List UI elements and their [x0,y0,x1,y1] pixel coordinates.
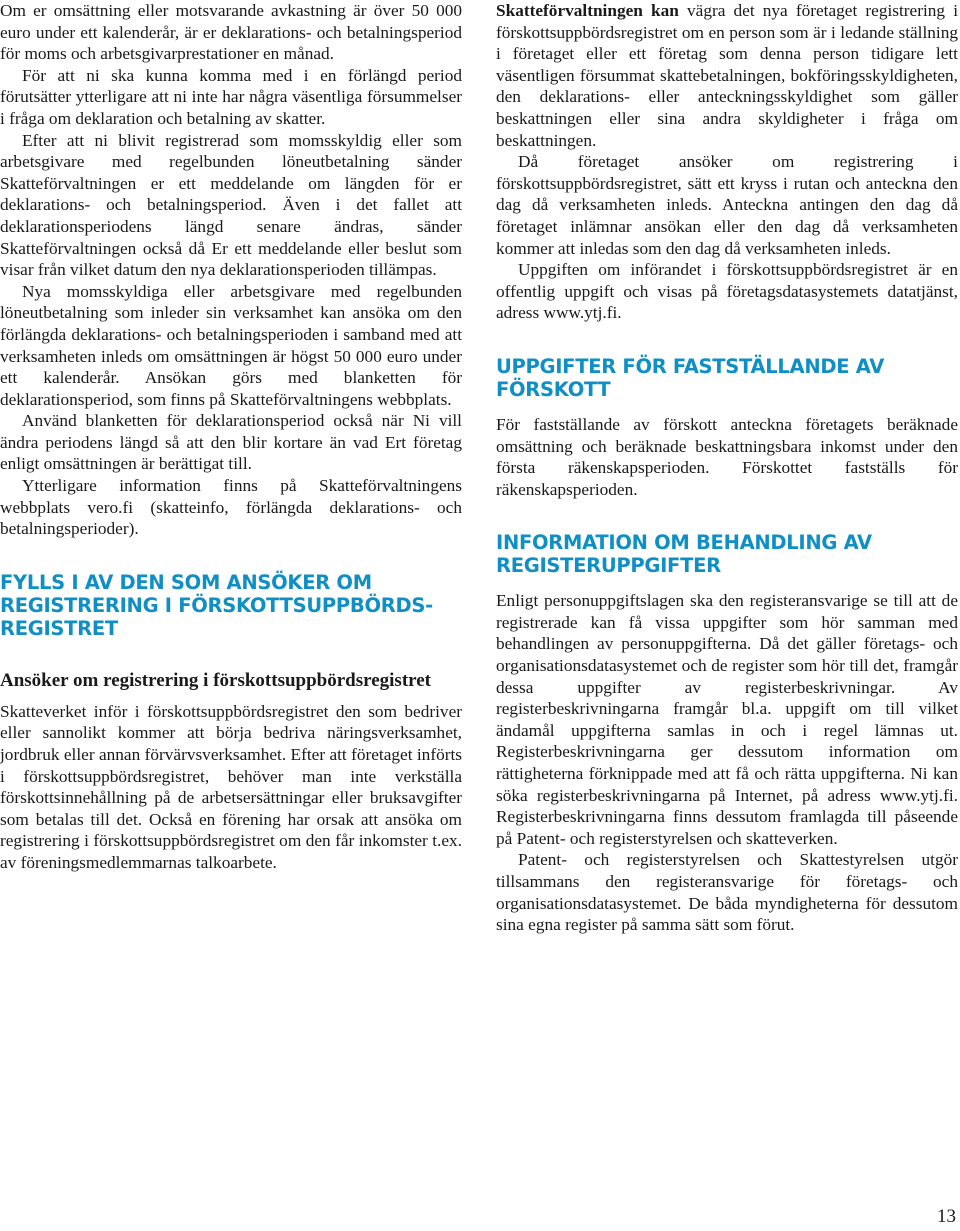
paragraph-extended-period-condition: För att ni ska kunna komma med i en förlängd period förutsätter ytterligare att ni inte har några väsentliga försummelser i fråga om deklaration och betalning av skatter. [0,65,462,128]
left-column [0,0,462,874]
section-heading-data-processing: INFORMATION OM BEHANDLING AV REGISTERUPPGIFTER [496,531,872,578]
paragraph-apply-checkbox: Då företaget ansöker om registrering i förskottsuppbördsregistret, sätt ett kryss i rutan och anteckna den dag då verksamheten inleds. Anteckna antingen den dag då företaget inlämnar ansökan eller den dag då verksamheten kommer att inledas som den dag då verksamheten inleds. [496,152,958,258]
paragraph-new-taxpayers: Nya momsskyldiga eller arbetsgivare med regelbunden löneutbetalning som inleder sin verksamhet kan ansöka om den förlängda deklarations- och betalningsperioden i samband med att verksamheten inleds om omsättningen är högst 50 000 euro under ett kalenderår. Ansökan görs med blanketten för deklarationsperiod, som finns på Skatteförvaltningens webbplats. [0,281,462,409]
subheading-apply-registration: Ansöker om registrering i förskottsuppbördsregistret [0,669,432,691]
paragraph-more-info: Ytterligare information finns på Skatteförvaltningens webbplats vero.fi (skatteinfo, förlängda deklarations- och betalningsperioder). [0,476,462,539]
paragraph-notification: Efter att ni blivit registrerad som momsskyldig eller som arbetsgivare med regelbunden löneutbetalning sänder Skatteförvaltningen er ett meddelande om längden för er deklarations- och betalningsperiod. Även i det fallet att deklarationsperiodens längd senare ändras, sänder Skatteförvaltningen också då Er ett meddelande eller beslut som visar från vilket datum den nya deklarationsperioden tillämpas. [0,130,462,280]
paragraph-refusal-body: vägra det nya företaget registrering i förskottsuppbördsregistret om en person som är i ledande ställning i företaget eller ett företag som denna person tidigare lett väsentligen försummat skattebetalningen, bokföringsskyldigheten, den deklarations- eller anteckningsskyldighet som gäller beskattningen eller sina andra skyldigheter i fråga om beskattningen. [496,1,958,150]
paragraph-prepayment-determination: För fastställande av förskott anteckna företagets beräknade omsättning och beräknade beskattningsbara inkomst under den första räkenskapsperioden. Förskottet fastställs för räkenskapsperioden. [496,414,958,499]
lead-text: Skatteförvaltningen kan [496,1,679,20]
paragraph-prepayment-register: Skatteverket inför i förskottsuppbördsregistret den som bedriver eller sannolikt kommer att börja bedriva näringsverksamhet, jordbruk eller annan förvärvsverksamhet. Efter att företaget införts i förskottsuppbördsregistret, behöver man inte verkställa förskottsinnehållning på de arbetsersättningar eller bruksavgifter som betalas till det. Också en förening har orsak att ansöka om registrering i förskottsuppbördsregistret om den får inkomster t.ex. av föreningsmedlemmarnas talkoarbete. [0,701,462,872]
page-number: 13 [937,1206,956,1227]
paragraph-personal-data-act: Enligt personuppgiftslagen ska den registeransvarige se till att de registrerade kan få vissa uppgifter som hör samman med behandlingen av personuppgifterna. Då det gäller företags- och organisationsdatasystemet och de register som hör till det, framgår dessa uppgifter av registerbeskrivningar. Av registerbeskrivningarna framgår bl.a. uppgift om till vilket ändamål uppgifterna samlas in och i regel lämnas ut. Registerbeskrivningarna ger dessutom information om rättigheterna förknippade med att få och rätta uppgifterna. Ni kan söka registerbeskrivningarna på Internet, på adress www.ytj.fi. Registerbeskrivningarna finns dessutom framlagda till påseende på Patent- och registerstyrelsen och skatteverken. [496,591,958,848]
paragraph-refusal [496,0,958,151]
paragraph-shorter-period: Använd blanketten för deklarationsperiod också när Ni vill ändra periodens längd så att den blir kortare än vad Ert företag enligt omsättningen är berättigat till. [0,411,462,474]
paragraph-register-controllers: Patent- och registerstyrelsen och Skattestyrelsen utgör tillsammans den registeransvarige för företags- och organisationsdatasystemet. De båda myndigheterna för dessutom sina egna register på samma sätt som förut. [496,850,958,935]
paragraph-public-info: Uppgiften om införandet i förskottsuppbördsregistret är en offentlig uppgift och visas på företagsdatasystemets datatjänst, adress www.ytj.fi. [496,260,958,323]
section-heading-prepayment-register: FYLLS I AV DEN SOM ANSÖKER OM REGISTRERING I FÖRSKOTTSUPPBÖRDS-REGISTRET [0,570,433,640]
paragraph-turnover: Om er omsättning eller motsvarande avkastning är över 50 000 euro under ett kalenderår, är er deklarations- och betalningsperiod för moms och arbetsgivarprestationer en månad. [0,1,462,64]
section-heading-prepayment-determination: UPPGIFTER FÖR FASTSTÄLLANDE AV FÖRSKOTT [496,354,884,401]
right-column [496,0,958,936]
